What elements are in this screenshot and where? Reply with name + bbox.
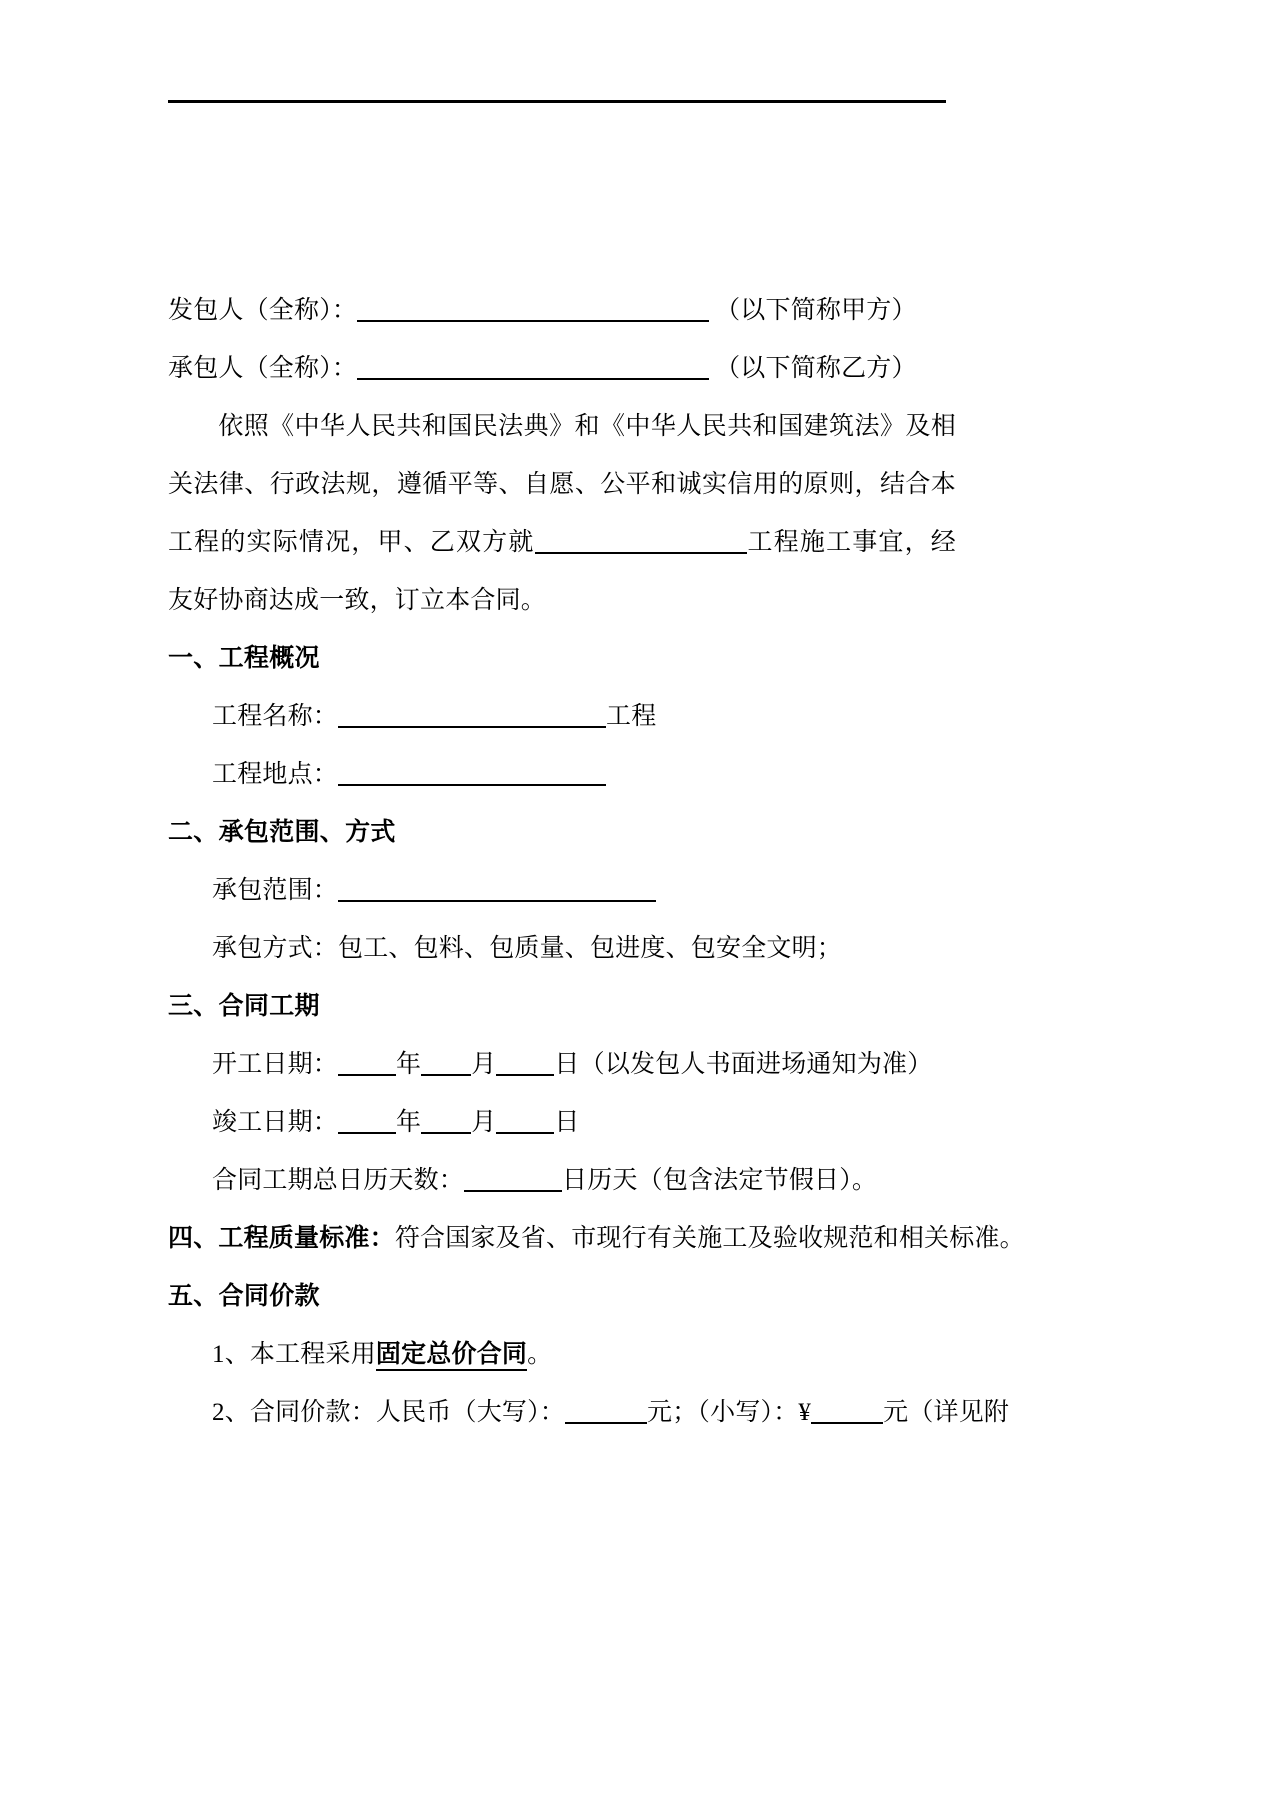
party-suffix-contractor: （以下简称乙方） <box>715 355 917 382</box>
preamble-project-blank[interactable] <box>535 530 747 554</box>
section-heading-1: 一、工程概况 <box>168 645 320 672</box>
clause-fixed-price <box>168 1326 956 1384</box>
field-start-date <box>168 1036 956 1094</box>
clause-fixed-price-prefix: 1、本工程采用 <box>212 1341 376 1368</box>
preamble-text-after: 工程施工事宜，经友好协商达成一致，订立本合同。 <box>168 529 956 614</box>
section-heading-5: 五、合同价款 <box>168 1283 320 1310</box>
field-blank-project-location[interactable] <box>338 762 606 786</box>
start-date-month-unit: 月 <box>471 1051 497 1078</box>
completion-date-year-unit: 年 <box>396 1109 422 1136</box>
field-project-name <box>168 688 956 746</box>
section-heading-4 <box>168 1210 1025 1268</box>
clause-fixed-price-suffix: 。 <box>527 1341 553 1368</box>
field-contract-method <box>168 920 956 978</box>
field-contract-scope <box>168 862 956 920</box>
field-label-total-calendar-days: 合同工期总日历天数： <box>212 1167 465 1194</box>
party-blank-employer[interactable] <box>357 298 709 322</box>
field-total-calendar-days <box>168 1152 956 1210</box>
clause-contract-amount-mid-2: 元（详见附 <box>883 1399 1010 1426</box>
completion-date-day-unit: 日 <box>554 1109 580 1136</box>
completion-date-month-unit: 月 <box>471 1109 497 1136</box>
field-label-project-name: 工程名称： <box>212 703 339 730</box>
field-label-contract-scope: 承包范围： <box>212 877 339 904</box>
party-label-employer: 发包人（全称）： <box>168 297 358 324</box>
field-suffix-project-name: 工程 <box>606 703 657 730</box>
section-heading-4-rest: 符合国家及省、市现行有关施工及验收规范和相关标准。 <box>394 1225 1025 1252</box>
completion-date-month-blank[interactable] <box>421 1110 471 1134</box>
completion-date-day-blank[interactable] <box>496 1110 554 1134</box>
field-label-project-location: 工程地点： <box>212 761 339 788</box>
contract-amount-figures-blank[interactable] <box>811 1400 883 1424</box>
field-completion-date <box>168 1094 956 1152</box>
start-date-day-blank[interactable] <box>496 1052 554 1076</box>
start-date-year-unit: 年 <box>396 1051 422 1078</box>
section-heading-4-bold: 四、工程质量标准： <box>168 1225 395 1252</box>
preamble-text-before: 依照《中华人民共和国民法典》和《中华人民共和国建筑法》及相关法律、行政法规，遵循平等、自愿、公平和诚实信用的原则，结合本工程的实际情况，甲、乙双方就 <box>168 413 956 556</box>
start-date-month-blank[interactable] <box>421 1052 471 1076</box>
contract-amount-words-blank[interactable] <box>565 1400 647 1424</box>
completion-date-year-blank[interactable] <box>338 1110 396 1134</box>
clause-fixed-price-emphasis: 固定总价合同 <box>376 1341 527 1371</box>
field-suffix-total-calendar-days: 日历天（包含法定节假日）。 <box>562 1167 878 1194</box>
party-line-employer <box>168 282 956 340</box>
section-heading-2: 二、承包范围、方式 <box>168 819 396 846</box>
party-suffix-employer: （以下简称甲方） <box>715 297 917 324</box>
clause-contract-amount <box>168 1384 1010 1442</box>
field-label-start-date: 开工日期： <box>212 1051 339 1078</box>
clause-contract-amount-mid-1: 元；（小写）：¥ <box>647 1399 812 1426</box>
document-body <box>168 282 1025 1442</box>
start-date-year-blank[interactable] <box>338 1052 396 1076</box>
total-calendar-days-blank[interactable] <box>464 1168 562 1192</box>
field-blank-contract-scope[interactable] <box>338 878 656 902</box>
start-date-day-unit: 日 <box>554 1051 580 1078</box>
party-blank-contractor[interactable] <box>357 356 709 380</box>
header-divider-rule <box>168 100 946 103</box>
party-label-contractor: 承包人（全称）： <box>168 355 358 382</box>
field-label-contract-method: 承包方式：包工、包料、包质量、包进度、包安全文明； <box>212 935 843 962</box>
field-blank-project-name[interactable] <box>338 704 606 728</box>
party-line-contractor <box>168 340 956 398</box>
preamble-paragraph <box>168 398 956 630</box>
clause-contract-amount-prefix: 2、合同价款：人民币（大写）： <box>212 1399 566 1426</box>
section-heading-3: 三、合同工期 <box>168 993 320 1020</box>
start-date-note: （以发包人书面进场通知为准） <box>579 1051 933 1078</box>
field-project-location <box>168 746 956 804</box>
field-label-completion-date: 竣工日期： <box>212 1109 339 1136</box>
